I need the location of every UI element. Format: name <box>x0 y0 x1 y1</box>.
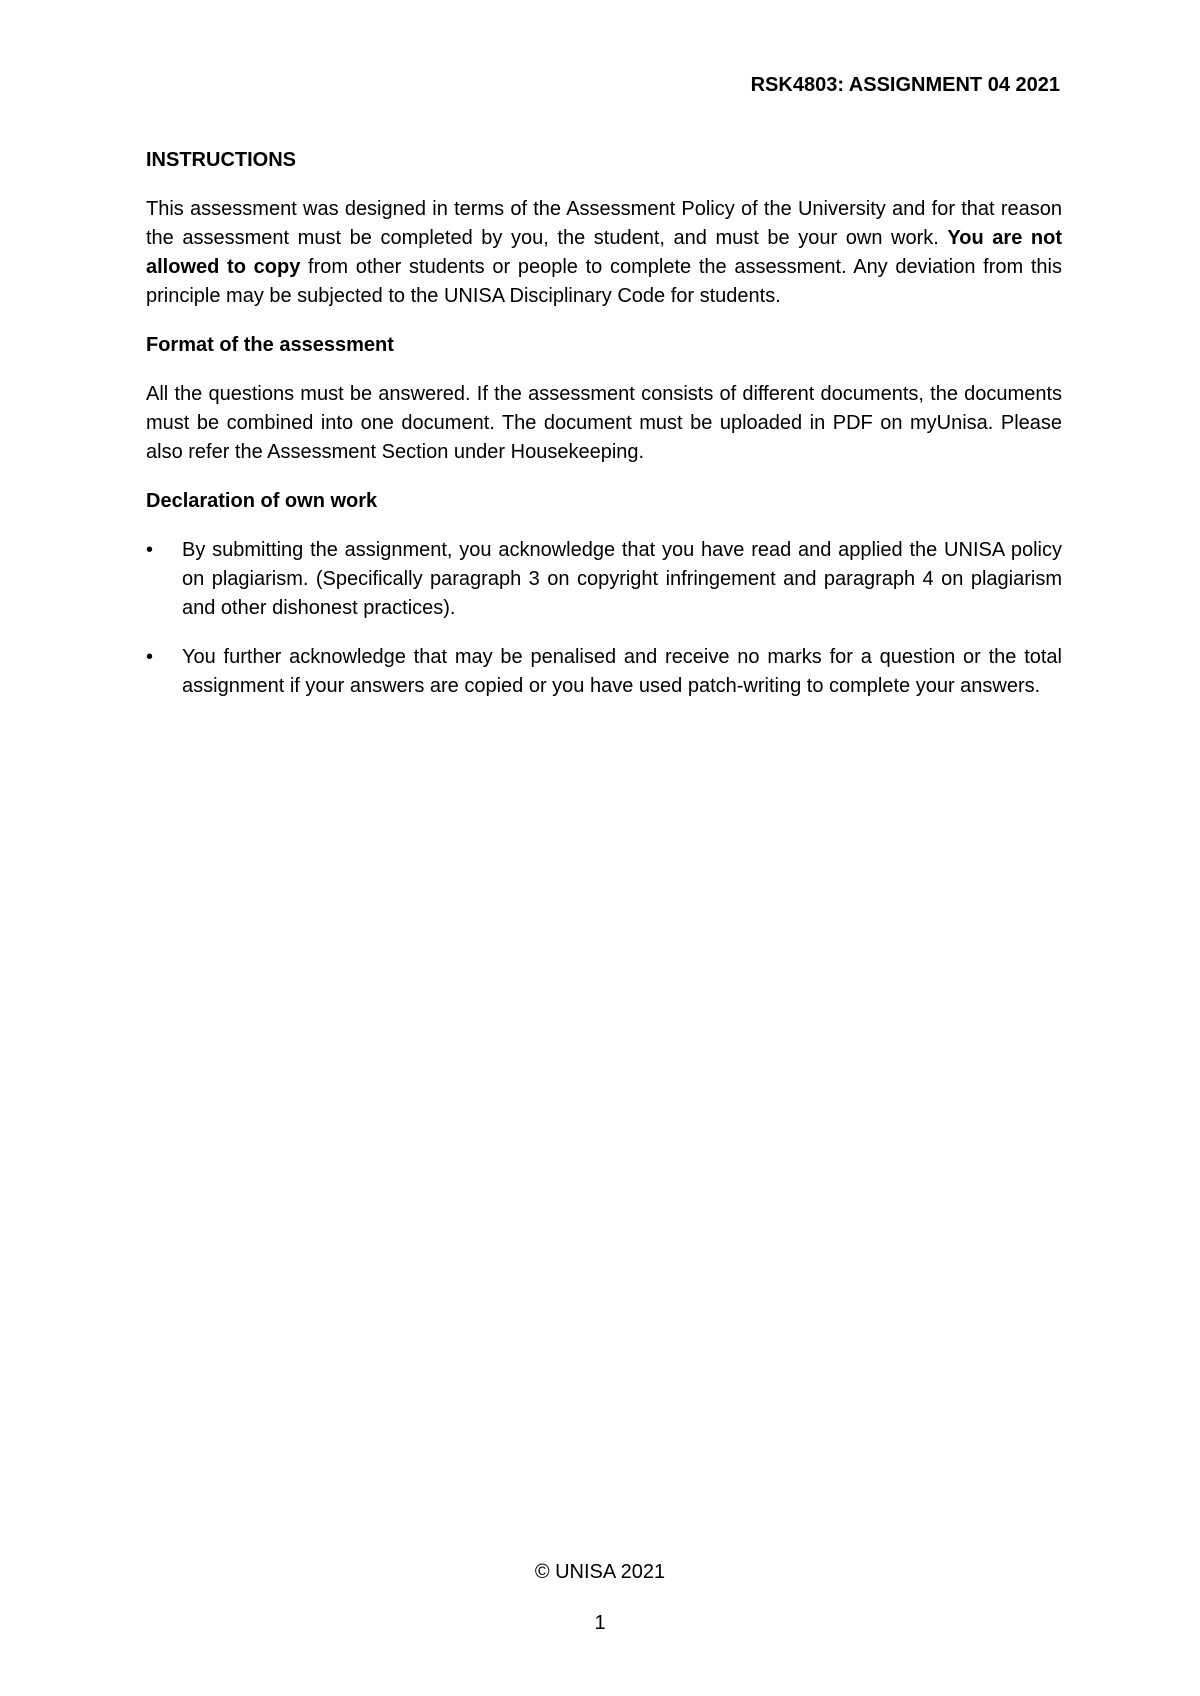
declaration-item <box>146 536 1062 623</box>
instructions-text-end: from other students or people to complete the assessment. Any deviation from this principle may be subjected to the UNISA Disciplinary Code for students. <box>146 256 1062 307</box>
page-number: 1 <box>594 1612 606 1634</box>
instructions-paragraph <box>146 195 1062 311</box>
format-paragraph: All the questions must be answered. If the assessment consists of different documents, the documents must be combined into one document. The document must be uploaded in PDF on myUnisa. Please also refer the Assessment Section under Housekeeping. <box>146 383 1062 463</box>
instructions-text-start: This assessment was designed in terms of the Assessment Policy of the University and for that reason the assessment must be completed by you, the student, and must be your own work. <box>146 198 1062 249</box>
bullet-icon: • <box>146 646 154 668</box>
declaration-item <box>146 643 1062 701</box>
format-heading: Format of the assessment <box>146 334 394 356</box>
document-header: RSK4803: ASSIGNMENT 04 2021 <box>750 74 1060 96</box>
declaration-list <box>146 536 1062 701</box>
document-body <box>146 146 1062 721</box>
copyright-footer: © UNISA 2021 <box>534 1561 666 1583</box>
bullet-icon: • <box>146 539 154 561</box>
copy-warning-text: You are not allowed to copy <box>146 227 1062 278</box>
declaration-heading: Declaration of own work <box>146 490 378 512</box>
declaration-item-text: You further acknowledge that may be penalised and receive no marks for a question or the total assignment if your answers are copied or you have used patch-writing to complete your answers. <box>182 646 1062 697</box>
instructions-heading: INSTRUCTIONS <box>146 149 296 171</box>
declaration-item-text: By submitting the assignment, you acknowledge that you have read and applied the UNISA policy on plagiarism. (Specifically paragraph 3 on copyright infringement and paragraph 4 on plagiarism and other dishonest practices). <box>182 539 1062 619</box>
